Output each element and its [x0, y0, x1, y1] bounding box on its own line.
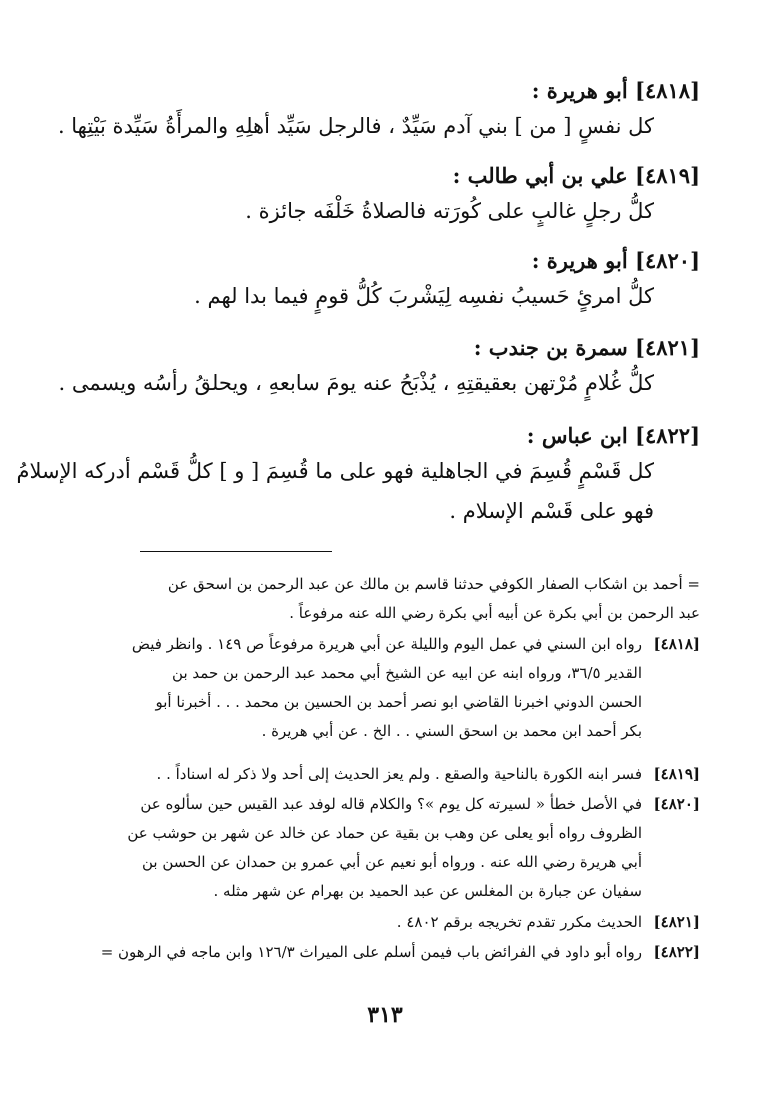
entry-heading: [٤٨١٨] أبو هريرة : — [531, 78, 700, 103]
footnote-line: أبي هريرة رضي الله عنه . ورواه أبو نعيم عن أبي عمرو بن حمدان عن الحسن بن — [141, 853, 642, 871]
entry-text-line: كل قَسْمٍ قُسِمَ في الجاهلية فهو على ما قُسِمَ [ و ] كلُّ قَسْم أدركه الإسلامُ — [16, 459, 654, 483]
footnote-line: بكر أحمد ابن محمد بن اسحق السني . . الخ . عن أبي هريرة . — [261, 722, 642, 740]
footnote-line: عبد الرحمن بن أبي بكرة عن أبيه أبي بكرة رضي الله عنه مرفوعاً . — [289, 604, 700, 622]
footnote-divider — [140, 551, 332, 552]
hadith-entry-4822 — [16, 421, 700, 531]
footnote-line: رواه أبو داود في الفرائض باب فيمن أسلم على الميراث ١٢٦/٣ وابن ماجه في الرهون = — [100, 943, 642, 961]
footnote-number: [٤٨٢٢] — [653, 943, 700, 961]
entry-heading: [٤٨٢٠] أبو هريرة : — [531, 248, 700, 273]
footnote-line: الحسن الدوني اخبرنا القاضي ابو نصر أحمد بن الحسين بن محمد . . . أخبرنا أبو — [155, 693, 642, 711]
footnote-line: سفيان عن جبارة بن المغلس عن عبد الحميد بن بهرام عن شهر مثله . — [213, 882, 642, 900]
entry-heading: [٤٨١٩] علي بن أبي طالب : — [452, 163, 700, 188]
footnote-line: القدير ٣٦/٥، ورواه ابنه عن ابيه عن الشيخ أبي محمد عبد الرحمن بن حمد بن — [172, 664, 642, 682]
footnote-4819 — [60, 760, 700, 789]
footnote-continuation — [60, 570, 700, 628]
footnote-4821 — [60, 908, 700, 937]
footnote-number: [٤٨٢٠] — [653, 795, 700, 813]
footnote-line: الحديث مكرر تقدم تخريجه برقم ٤٨٠٢ . — [396, 913, 642, 931]
footnote-4818 — [60, 630, 700, 746]
footnote-line: الظروف رواه أبو يعلى عن وهب بن بقية عن حماد عن خالد عن شهر بن حوشب عن — [127, 824, 642, 842]
entry-text-line: كلُّ امرئٍ حَسيبُ نفسِه لِيَشْربَ كُلُّ قومٍ فيما بدا لهم . — [194, 284, 654, 308]
footnote-4820 — [60, 790, 700, 906]
entry-text-line: كلُّ رجلٍ غالبٍ على كُورَته فالصلاةُ خَلْفَه جائزة . — [245, 199, 654, 223]
footnote-number: [٤٨٢١] — [653, 913, 700, 931]
footnote-line: في الأصل خطأ « لسيرته كل يوم »؟ والكلام قاله لوفد عبد القيس حين سألوه عن — [140, 795, 642, 813]
footnote-line: = أحمد بن اشكاب الصفار الكوفي حدثنا قاسم بن مالك عن عبد الرحمن بن اسحق عن — [167, 575, 700, 593]
footnote-number: [٤٨١٨] — [653, 635, 700, 653]
entry-text-line: كلُّ غُلامٍ مُرْتهن بعقيقتِهِ ، يُذْبَحُ عنه يومَ سابعهِ ، ويحلقُ رأسُه ويسمى . — [58, 371, 654, 395]
hadith-entry-4819 — [60, 161, 700, 231]
hadith-entry-4818 — [57, 76, 700, 146]
footnote-line: فسر ابنه الكورة بالناحية والصقع . ولم يعز الحديث إلى أحد ولا ذكر له اسناداً . . — [156, 765, 642, 783]
footnote-number: [٤٨١٩] — [653, 765, 700, 783]
hadith-entry-4820 — [60, 246, 700, 316]
footnote-4822 — [60, 938, 700, 967]
page-number: ٣١٣ — [367, 1002, 403, 1028]
entry-text-line: كل نفسٍ [ من ] بني آدم سَيِّدٌ ، فالرجل سَيِّد أهلِهِ والمرأَةُ سَيِّدة بَيْتِها . — [57, 114, 654, 138]
entry-heading: [٤٨٢٢] ابن عباس : — [526, 423, 700, 448]
hadith-entry-4821 — [60, 333, 700, 403]
footnote-line: رواه ابن السني في عمل اليوم والليلة عن أبي هريرة مرفوعاً ص ١٤٩ . وانظر فيض — [131, 635, 642, 653]
entry-text-line: فهو على قَسْم الإسلام . — [449, 499, 654, 523]
entry-heading: [٤٨٢١] سمرة بن جندب : — [473, 335, 700, 360]
